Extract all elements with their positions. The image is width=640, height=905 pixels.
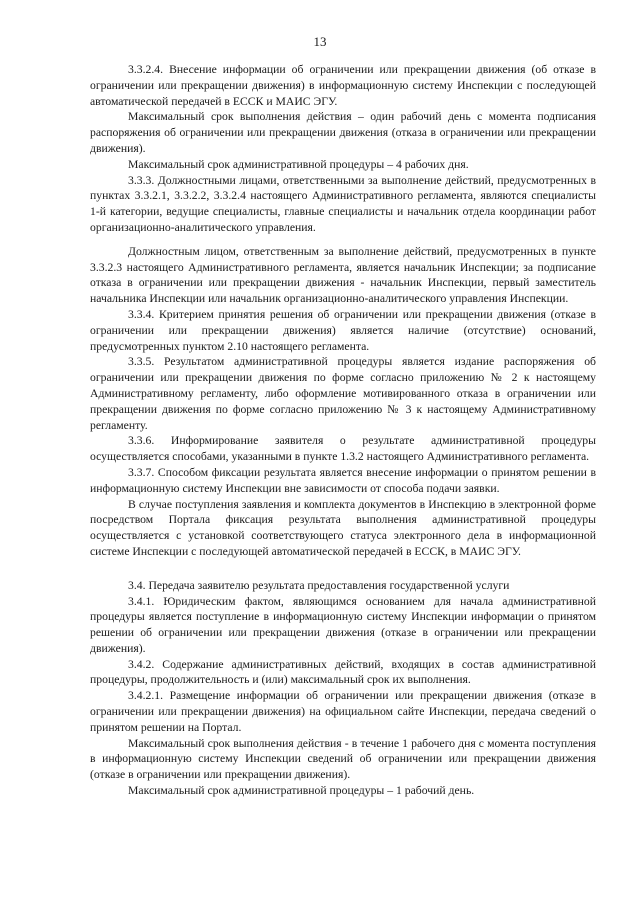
paragraph: 3.3.6. Информирование заявителя о результате административной процедуры осуществляется способами, указанными в пункте 1.3.2 настоящего Административного регламента. [90,434,596,464]
paragraph: Максимальный срок административной процедуры – 4 рабочих дня. [128,157,469,171]
page-number: 13 [313,34,327,49]
paragraph: 3.3.7. Способом фиксации результата является внесение информации о принятом решении в информационную систему Инспекции вне зависимости от способа подачи заявки. [90,465,596,495]
paragraph: Максимальный срок выполнения действия – один рабочий день с момента подписания распоряжения об ограничении или прекращении движения (отказа в ограничении или прекращении движения). [90,110,596,155]
paragraph: 3.3.2.4. Внесение информации об ограничении или прекращении движения (об отказе в ограничении или прекращении движения) в информационную систему Инспекции с последующей автоматической передачей в ЕССК и МАИС ЭГУ. [90,63,596,108]
paragraph: 3.4.2. Содержание административных действий, входящих в состав административной процедуры, продолжительность и (или) максимальный срок их выполнения. [90,657,596,687]
section-heading: 3.4. Передача заявителю результата предоставления государственной услуги [128,578,510,592]
paragraph: 3.4.2.1. Размещение информации об ограничении или прекращении движения (отказе в ограничении или прекращении движения) на официальном сайте Инспекции, передача сведений о принятом решении на Портал. [90,689,596,734]
paragraph: 3.3.5. Результатом административной процедуры является издание распоряжения об ограничении или прекращении движения по форме согласно приложению № 2 к настоящему Административному регламенту, либо оформление мотивированного отказа в ограничении или прекращении движения по форме согласно приложению № 3 к настоящему Административному регламенту. [90,355,596,432]
paragraph: Максимальный срок выполнения действия - в течение 1 рабочего дня с момента поступления в информационную систему Инспекции сведений об ограничении или прекращении движения (отказе в ограничении или прекращении движения). [90,736,596,782]
paragraph: 3.3.4. Критерием принятия решения об ограничении или прекращении движения (отказе в ограничении или прекращении движения) является наличие (отсутствие) оснований, предусмотренных пунктом 2.10 настоящего регламента. [90,307,596,353]
paragraph: Должностным лицом, ответственным за выполнение действий, предусмотренных в пункте 3.3.2.3 настоящего Административного регламента, является начальник Инспекции; за подписание отказа в ограничении или прекращении движения - начальник Инспекции, первый заместитель начальника Инспекции или начальник организационно-аналитического управления Инспекции. [90,244,596,306]
paragraph: Максимальный срок административной процедуры – 1 рабочий день. [128,784,475,798]
paragraph: 3.3.3. Должностными лицами, ответственными за выполнение действий, предусмотренных в пунктах 3.3.2.1, 3.3.2.2, 3.3.2.4 настоящего Административного регламента, являются специалисты 1-й категории, ведущие специалисты, главные специалисты и начальник отдела координации работ организационно-аналитического управления. [90,173,596,234]
paragraph: 3.4.1. Юридическим фактом, являющимся основанием для начала административной процедуры является поступление в информационную систему Инспекции информации о принятом решении об ограничении или прекращении движения (отказе в ограничении или прекращении движения). [90,594,596,655]
paragraph: В случае поступления заявления и комплекта документов в Инспекцию в электронной форме посредством Портала фиксация результата выполнения административной процедуры осуществляется с установкой соответствующего статуса электронного дела в информационной системе Инспекции с последующей автоматической передачей в ЕССК, в МАИС ЭГУ. [90,497,596,558]
document-body [90,62,596,799]
